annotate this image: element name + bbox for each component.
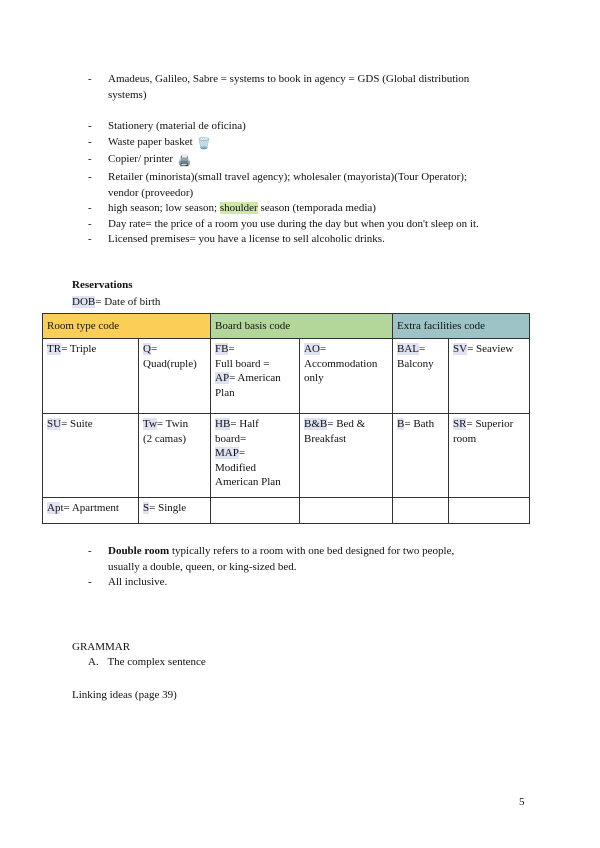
list-item: - Waste paper basket 🗑️ <box>88 135 528 153</box>
table-row <box>43 498 530 524</box>
table-cell: AO= Accommodation only <box>300 339 393 414</box>
table-cell: SR= Superior room <box>449 414 530 498</box>
list-item: - Stationery (material de oficina) <box>88 119 528 135</box>
table-cell: Tw= Twin (2 camas) <box>139 414 211 498</box>
list-item: - Amadeus, Galileo, Sabre = systems to book in agency = GDS (Global distribution systems) <box>88 72 528 103</box>
list-item: - Double room typically refers to a room with one bed designed for two people, usually a double, queen, or king-sized bed. <box>88 544 528 575</box>
list-item: - Copier/ printer 🖨️ <box>88 152 528 170</box>
list-item: - high season; low season; shoulder season (temporada media) <box>88 201 528 217</box>
dob-line: DOB= Date of birth <box>72 296 161 308</box>
grammar-title: GRAMMAR <box>72 641 131 653</box>
table-cell-empty <box>393 498 449 524</box>
table-cell: B= Bath <box>393 414 449 498</box>
table-cell: BAL= Balcony <box>393 339 449 414</box>
list-item: - Retailer (minorista)(small travel agency); wholesaler (mayorista)(Tour Operator); vendor (proveedor) <box>88 170 528 201</box>
page-number: 5 <box>519 796 525 808</box>
top-bullet-list <box>88 72 528 248</box>
table-cell: Apt= Apartment <box>43 498 139 524</box>
reservations-title: Reservations <box>72 279 133 291</box>
table-cell-empty <box>211 498 300 524</box>
highlighted-word: shoulder <box>219 202 258 215</box>
table-cell: S= Single <box>139 498 211 524</box>
table-cell: TR= Triple <box>43 339 139 414</box>
grammar-item: A. The complex sentence <box>88 656 206 668</box>
table-row <box>43 414 530 498</box>
table-row <box>43 339 530 414</box>
wastebasket-icon: 🗑️ <box>197 137 212 150</box>
table-cell: Q= Quad(ruple) <box>139 339 211 414</box>
bottom-bullet-list <box>88 544 528 591</box>
table-cell: SV= Seaview <box>449 339 530 414</box>
table-cell: HB= Half board= MAP= Modified American Plan <box>211 414 300 498</box>
table-cell: FB= Full board = AP= American Plan <box>211 339 300 414</box>
list-item: - Day rate= the price of a room you use during the day but when you don't sleep on it. <box>88 217 528 233</box>
printer-icon: 🖨️ <box>177 155 192 168</box>
table-cell-empty <box>300 498 393 524</box>
table-cell-empty <box>449 498 530 524</box>
board-basis-header: Board basis code <box>211 314 393 339</box>
table-cell: SU= Suite <box>43 414 139 498</box>
list-item: - All inclusive. <box>88 575 528 591</box>
table-header-row <box>43 314 530 339</box>
list-item: - Licensed premises= you have a license to sell alcoholic drinks. <box>88 232 528 248</box>
linking-ideas: Linking ideas (page 39) <box>72 689 177 701</box>
table-cell: B&B= Bed & Breakfast <box>300 414 393 498</box>
room-type-header: Room type code <box>43 314 211 339</box>
extra-facilities-header: Extra facilities code <box>393 314 530 339</box>
reservation-codes-table <box>42 313 530 524</box>
